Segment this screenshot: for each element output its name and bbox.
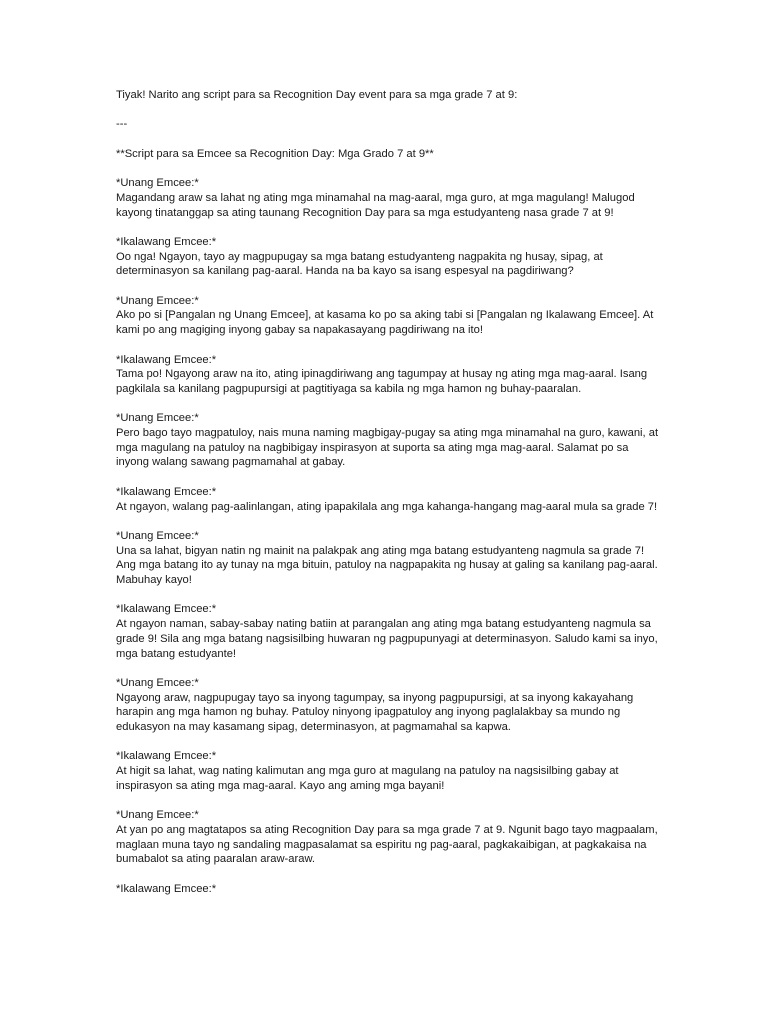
dialogue-block <box>116 529 661 588</box>
document-body <box>116 88 661 911</box>
dialogue-text: Pero bago tayo magpatuloy, nais muna naming magbigay-pugay sa ating mga minamahal na guro, kawani, at mga magulang na patuloy na nagbibigay inspirasyon at suporta sa ating mga mag-aaral. Salamat po sa inyong walang sawang pagmamahal at gabay. <box>116 427 659 469</box>
speaker-label: *Unang Emcee:* <box>116 177 199 190</box>
dialogue-text: Ngayong araw, nagpupugay tayo sa inyong tagumpay, sa inyong pagpupursigi, at sa inyong kakayahang harapin ang mga hamon ng buhay. Patuloy ninyong ipagpatuloy ang inyong paglalakbay sa mundo ng edukasyon na may kasamang sipag, determinasyon, at pagmamahal sa kapwa. <box>116 691 634 734</box>
dialogue-block <box>116 808 661 867</box>
dialogue-block <box>116 882 661 897</box>
dialogue-text: Magandang araw sa lahat ng ating mga minamahal na mag-aaral, mga guro, at mga magulang! Malugod kayong tinatanggap sa ating taunang Recognition Day para sa mga estudyanteng nasa grade 7 at 9! <box>116 191 635 219</box>
speaker-label: *Ikalawang Emcee:* <box>116 750 217 763</box>
intro-line: Tiyak! Narito ang script para sa Recognition Day event para sa mga grade 7 at 9: <box>116 89 518 101</box>
speaker-label: *Ikalawang Emcee:* <box>116 353 217 366</box>
dialogue-text: Oo nga! Ngayon, tayo ay magpupugay sa mga batang estudyanteng nagpakita ng husay, sipag, at determinasyon sa kanilang pag-aaral. Handa na ba kayo sa isang espesyal na pagdiriwang? <box>116 250 603 278</box>
speaker-label: *Unang Emcee:* <box>116 809 199 822</box>
script-title: **Script para sa Emcee sa Recognition Day: Mga Grado 7 at 9** <box>116 147 434 160</box>
speaker-label: *Ikalawang Emcee:* <box>116 235 217 248</box>
dialogue-text: Ako po si [Pangalan ng Unang Emcee], at kasama ko po sa aking tabi si [Pangalan ng Ikalawang Emcee]. At kami po ang magiging inyong gabay sa napakasayang pagdiriwang na ito! <box>116 309 654 337</box>
dialogue-block <box>116 749 661 793</box>
speaker-label: *Unang Emcee:* <box>116 294 199 307</box>
dialogue-text: At ngayon naman, sabay-sabay nating batiin at parangalan ang ating mga batang estudyanteng nagmula sa grade 9! Sila ang mga batang nagsisilbing huwaran ng pagpupunyagi at determinasyon. Saludo kami sa inyo, mga batang estudyante! <box>116 618 658 660</box>
dialogue-block <box>116 676 661 735</box>
speaker-label: *Ikalawang Emcee:* <box>116 603 217 616</box>
speaker-label: *Unang Emcee:* <box>116 412 199 425</box>
dialogue-text: At higit sa lahat, wag nating kalimutan ang mga guro at magulang na patuloy na nagsisilbing gabay at inspirasyon sa ating mga mag-aaral. Kayo ang aming mga bayani! <box>116 765 619 792</box>
dialogue-block <box>116 411 661 470</box>
dialogue-block <box>116 235 661 279</box>
dialogue-block <box>116 176 661 220</box>
speaker-label: *Unang Emcee:* <box>116 676 199 689</box>
dialogue-block <box>116 353 661 397</box>
speaker-label: *Ikalawang Emcee:* <box>116 485 217 498</box>
dialogue-block <box>116 294 661 338</box>
dialogue-text: At yan po ang magtatapos sa ating Recognition Day para sa mga grade 7 at 9. Ngunit bago tayo magpaalam, maglaan muna tayo ng sandaling magpasalamat sa espiritu ng pag-aaral, pagkakaibigan, at pagkakaisa na bumabalot sa ating paaralan araw-araw. <box>116 823 658 866</box>
dialogue-text: Una sa lahat, bigyan natin ng mainit na palakpak ang ating mga batang estudyanteng nagmula sa grade 7! Ang mga batang ito ay tunay na mga bituin, patuloy na nagpapakita ng husay at galing sa kanilang pag-aaral. Mabuhay kayo! <box>116 544 658 587</box>
dialogue-text: Tama po! Ngayong araw na ito, ating ipinagdiriwang ang tagumpay at husay ng ating mga mag-aaral. Isang pagkilala sa kanilang pagpupursigi at pagtitiyaga sa kabila ng mga hamon ng buhay-paaralan. <box>116 368 648 395</box>
separator-line: --- <box>116 118 128 131</box>
dialogue-text: At ngayon, walang pag-aalinlangan, ating ipapakilala ang mga kahanga-hangang mag-aaral mula sa grade 7! <box>116 500 658 513</box>
speaker-label: *Ikalawang Emcee:* <box>116 882 217 895</box>
dialogue-block <box>116 485 661 514</box>
speaker-label: *Unang Emcee:* <box>116 529 199 542</box>
dialogue-block <box>116 602 661 661</box>
